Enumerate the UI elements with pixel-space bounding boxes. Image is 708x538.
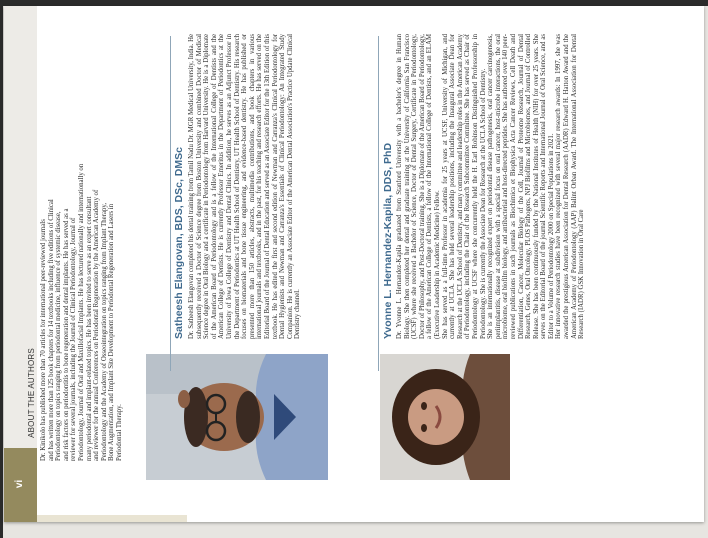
intro-line: Periodontology and the Academy of Osseointegration on topics ranging from Implant Therapy,	[100, 202, 108, 461]
intro-line: and has written more than 125 book chapters for 14 textbooks including five editions of Clinical	[47, 199, 55, 461]
section-rule-elangovan	[170, 36, 171, 371]
intro-line: and reviewer for the annual Conferences on Periodontal Regeneration by the American Academy of	[93, 189, 101, 461]
page-bottom-strip	[37, 515, 187, 522]
hernandez-kapila-bio-3: She is an internationally recognized expert on periodontal disease pathogenesis, oral cancer carcinogenesis, periimplantitis, disease at subdivision with a special focus on oral cancer, host-microbe interactions, the oral microbiome, oral biofilm biology, and antibacterial and host-directed peptides. She has authored over 140 peer-reviewed publications in such journals as Biochimica et Biophysica Acta Cancer Reviews, Cell Death and Differentiation, Cancer, Molecular Biology of the Cell, Journal of Proteome Research, Journal of Dental Research, Genes, Oral Oncology, PLOS Pathogens, NPJ Biofilms and Microbiomes, and Journal of Controlled Release. She has been continuously funded by the National Institutes of Health (NIH) for over 25 years. She serves on the Editorial Board of the journal Scientific Reports and International Journal of Oral Science, and as Editor to a Volume of Periodontology 2000 on Special Populations in 2021.	[487, 34, 555, 339]
section-rule-hernandez-kapila	[378, 36, 379, 371]
hernandez-kapila-bio-1: Dr. Yvonne L. Hernandez-Kapila graduated from Stanford University with a bachelor's degree in Human Biology. She then completed her dental and graduate training at the University of California San Francisco (UCSF) where she received a Bachelor of Science, Doctor of Dental Surgery, Certificate in Periodontology, Doctor of Philosophy, and Post-Doctoral training. She is a Diplomate of the American Board of Periodontology, a fellow of the American College of Dentists, a fellow of the International College of Dentists, and an ELAM (Executive Leadership in Academic Medicine) Fellow.	[396, 34, 441, 339]
elangovan-column	[188, 34, 346, 339]
author-heading-elangovan: Satheesh Elangovan, BDS, DSc, DMSc	[173, 147, 185, 339]
intro-line: Periodontal Therapy.	[115, 404, 123, 461]
hernandez-kapila-column	[396, 34, 696, 339]
hernandez-kapila-bio-2: She has served as a full-time Professor in academia for 25 years at UCSF, University of Michigan, and currently at UCLA. She has held several leadership positions, including the Inaugural Associate Dean for Research at the UCLA School of Dentistry, and many committee and leadership roles in the American Academy of Periodontology, including the Chair of the Research Subcommittee Committee. She has served as Chair of Periodontology at UCSF where she concurrently held the H. Earl Robinson Distinguished Professorship in Periodontology. She is currently the Associate Dean for Research at the UCLA School of Dentistry.	[441, 34, 487, 339]
intro-line: many periodontal and implant-related topics. He has been invited to serve as an expert consultant	[85, 196, 93, 461]
intro-line: Dr. Kinikolo has published more than 70 articles for international peer-reviewed journals	[40, 219, 47, 461]
author-photo-elangovan	[146, 354, 328, 480]
intro-column	[40, 21, 146, 461]
running-head: ABOUT THE AUTHORS	[27, 348, 36, 438]
book-page	[4, 6, 704, 522]
hernandez-kapila-bio-4: Her innovative research studies have been recognized with several major research awards: In 1997, she was awarded the prestigious American Association for Dental Research (AADR) Edward H. Hatton Award and the American Academy of Periodontology (AAP) Balint Orban Award. The International Association for Dental Research (IADR) GSK Innovation in Oral Care	[555, 34, 586, 339]
page-number: vi	[14, 479, 25, 489]
intro-line: Periodontology on topics ranging from periodontal medicine, influence of systemic disease,	[55, 211, 63, 461]
intro-line: Periodontology, Journal of Oral and Maxillofacial Implants. He has lectured nationally and internationally on	[77, 163, 85, 461]
elangovan-bio: Dr. Satheesh Elangovan completed his dental training from Tamil Nadu Dr. MGR Medical University, India. He subsequently received a Doctor of Science degree from Boston University and combined Doctor of Medical Science degree in Oral Biology and a certificate in Periodontology from Harvard University. He is a Diplomate of the American Board of Periodontology and is a fellow of the International College of Dentists and the American College of Dentists. He is currently Professor Emeritus in the Department of Periodontics at the University of Iowa College of Dentistry and Dental Clinics. In addition, he serves as an Adjunct Professor in the Department of Periodontics at UT Health School of Dentistry, UT Health School of Dentistry. His research focuses on biomaterials and bone tissue engineering, and evidence-based dentistry. He has published or presented more than 150 articles, abstracts, multimedia contributions, and book chapters in various international journals and textbooks, and in the past, for his teaching and research efforts. He has served on the Editorial Board of the Journal of Dental Education and served as an Associate Editor for the 13th Edition of this textbook. He has edited the first and second edition of Newman and Carranza's Clinical Periodontology for Dental Hygienists and Newman and Carranza's Essentials of Clinical Periodontology: An Integrated Study Companion. He is currently an Associate Editor of the American Dental Association's Practice Update Clinical Dentistry channel.	[188, 34, 302, 339]
author-photo-hernandez-kapila	[380, 354, 510, 480]
intro-text	[40, 21, 124, 461]
intro-line: and risk factors on periodontitis to bone regeneration and dental implants. He has served as a	[62, 208, 70, 461]
intro-line: Bone Augmentation, and Implant Site Development to Periodontal Regeneration and Lasers in	[108, 203, 116, 461]
window-frame-left	[0, 0, 3, 538]
author-heading-hernandez-kapila: Yvonne L. Hernandez-Kapila, DDS, PhD	[382, 142, 394, 339]
intro-line: reviewer for several journals, including the Journal of Clinical Periodontology, Journal of	[70, 217, 78, 461]
